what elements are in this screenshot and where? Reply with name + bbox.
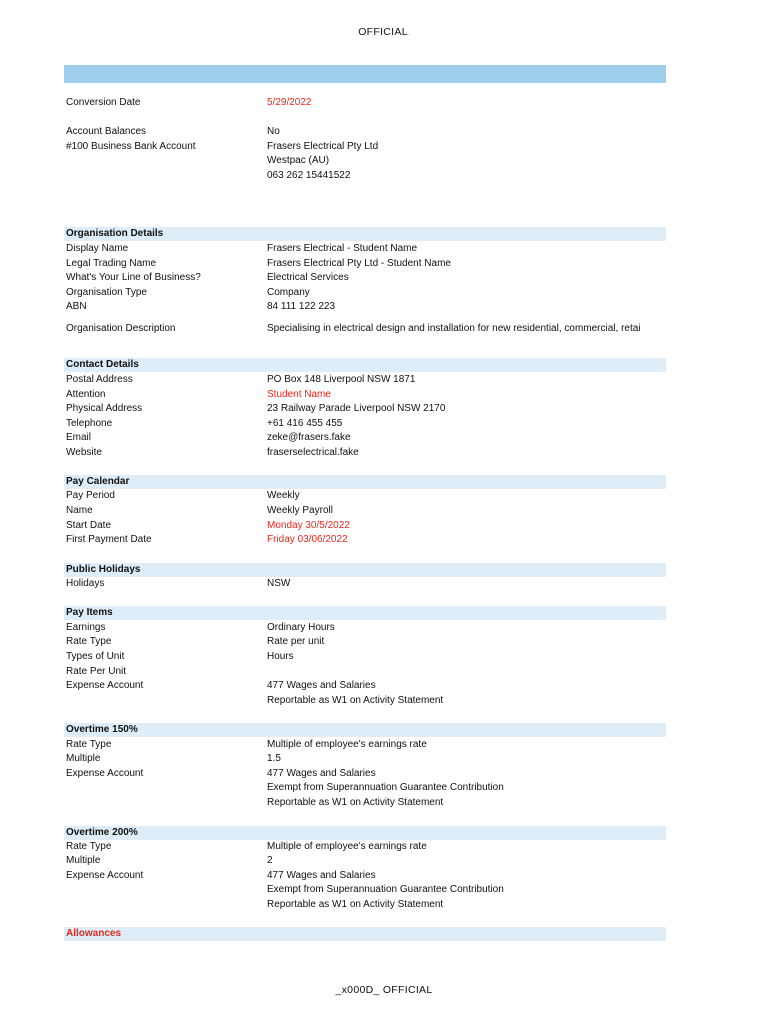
field-value: Reportable as W1 on Activity Statement — [267, 695, 444, 706]
section-header-row — [64, 826, 666, 840]
field-row — [64, 96, 768, 110]
field-value: 23 Railway Parade Liverpool NSW 2170 — [267, 403, 446, 414]
field-value: Multiple of employee's earnings rate — [267, 739, 427, 750]
field-label: Pay Period — [66, 490, 115, 501]
field-value: +61 416 455 455 — [267, 418, 343, 429]
field-label: First Payment Date — [66, 534, 152, 545]
section-title: Contact Details — [66, 359, 139, 370]
section-header-row — [64, 723, 666, 737]
field-value: 477 Wages and Salaries — [267, 768, 376, 779]
field-row — [64, 431, 768, 445]
field-value: Electrical Services — [267, 272, 349, 283]
field-row — [64, 322, 768, 336]
field-label: Organisation Type — [66, 287, 147, 298]
field-row — [64, 242, 768, 256]
field-label: Types of Unit — [66, 651, 125, 662]
field-label: Name — [66, 505, 93, 516]
section-title: Pay Calendar — [66, 476, 130, 487]
field-value: Weekly Payroll — [267, 505, 333, 516]
field-label: Rate Type — [66, 841, 112, 852]
field-row — [64, 388, 768, 402]
field-label: ABN — [66, 301, 87, 312]
field-value: Specialising in electrical design and installation for new residential, commercial, retai — [267, 323, 641, 334]
field-value: Frasers Electrical Pty Ltd - Student Name — [267, 258, 451, 269]
field-value: 84 111 122 223 — [267, 301, 336, 312]
field-value: Friday 03/06/2022 — [267, 534, 348, 545]
field-label: Telephone — [66, 418, 113, 429]
section-title: Overtime 200% — [66, 827, 138, 838]
section-title: Overtime 150% — [66, 724, 138, 735]
field-label: Rate Per Unit — [66, 666, 127, 677]
section-header-row — [64, 475, 666, 489]
field-value: Exempt from Superannuation Guarantee Contribution — [267, 884, 504, 895]
section-header-row — [64, 927, 666, 941]
field-value: Westpac (AU) — [267, 155, 330, 166]
section-title: Pay Items — [66, 607, 113, 618]
field-value: fraserselectrical.fake — [267, 447, 359, 458]
field-value: PO Box 148 Liverpool NSW 1871 — [267, 374, 416, 385]
section-header-row — [64, 563, 666, 577]
field-label: Account Balances — [66, 126, 147, 137]
field-row — [64, 621, 768, 635]
field-value: Ordinary Hours — [267, 622, 335, 633]
field-value: Weekly — [267, 490, 300, 501]
field-row — [64, 373, 768, 387]
field-value: Frasers Electrical Pty Ltd — [267, 141, 379, 152]
field-label: Multiple — [66, 753, 101, 764]
field-value: Reportable as W1 on Activity Statement — [267, 899, 444, 910]
field-row — [64, 300, 768, 314]
field-row — [64, 650, 768, 664]
field-row — [64, 140, 768, 154]
section-header-row — [64, 606, 666, 620]
field-row — [64, 417, 768, 431]
field-label: Holidays — [66, 578, 105, 589]
field-value: Student Name — [267, 389, 331, 400]
field-value: Company — [267, 287, 310, 298]
field-value: Hours — [267, 651, 294, 662]
field-label: Display Name — [66, 243, 129, 254]
field-row — [64, 869, 768, 883]
field-value: 477 Wages and Salaries — [267, 680, 376, 691]
field-label: Organisation Description — [66, 323, 176, 334]
section-header-row — [64, 227, 666, 241]
field-label: Start Date — [66, 520, 112, 531]
field-row — [64, 504, 768, 518]
field-row — [64, 883, 768, 897]
field-value: Multiple of employee's earnings rate — [267, 841, 427, 852]
field-value: zeke@frasers.fake — [267, 432, 351, 443]
section-header-row — [64, 358, 666, 372]
field-row — [64, 738, 768, 752]
title-band — [64, 65, 666, 83]
field-row — [64, 271, 768, 285]
field-label: Website — [66, 447, 102, 458]
field-value: Frasers Electrical - Student Name — [267, 243, 418, 254]
field-row — [64, 679, 768, 693]
field-row — [64, 489, 768, 503]
field-label: Email — [66, 432, 92, 443]
field-label: Conversion Date — [66, 97, 141, 108]
field-row — [64, 533, 768, 547]
field-row — [64, 840, 768, 854]
field-value: 2 — [267, 855, 273, 866]
field-value: No — [267, 126, 280, 137]
header-text: OFFICIAL — [358, 26, 408, 38]
field-row — [64, 665, 768, 679]
field-row — [64, 125, 768, 139]
field-row — [64, 154, 768, 168]
section-title: Allowances — [66, 928, 122, 939]
field-label: Expense Account — [66, 768, 144, 779]
field-row — [64, 898, 768, 912]
field-row — [64, 796, 768, 810]
field-value: Exempt from Superannuation Guarantee Contribution — [267, 782, 504, 793]
field-label: Attention — [66, 389, 106, 400]
field-row — [64, 169, 768, 183]
field-label: Legal Trading Name — [66, 258, 157, 269]
field-row — [64, 286, 768, 300]
field-label: Expense Account — [66, 870, 144, 881]
field-label: What's Your Line of Business? — [66, 272, 201, 283]
header-dot: . — [407, 31, 410, 37]
field-label: Rate Type — [66, 636, 112, 647]
field-label: Multiple — [66, 855, 101, 866]
field-label: Earnings — [66, 622, 106, 633]
field-value: Rate per unit — [267, 636, 325, 647]
field-row — [64, 402, 768, 416]
field-value: NSW — [267, 578, 291, 589]
field-row — [64, 446, 768, 460]
field-label: Postal Address — [66, 374, 133, 385]
field-value: 063 262 15441522 — [267, 170, 351, 181]
official-header — [0, 26, 768, 38]
field-row — [64, 257, 768, 271]
field-label: #100 Business Bank Account — [66, 141, 196, 152]
field-label: Rate Type — [66, 739, 112, 750]
field-row — [64, 752, 768, 766]
section-title: Public Holidays — [66, 564, 141, 575]
field-row — [64, 767, 768, 781]
field-value: 477 Wages and Salaries — [267, 870, 376, 881]
field-row — [64, 635, 768, 649]
field-row — [64, 519, 768, 533]
field-row — [64, 694, 768, 708]
field-row — [64, 577, 768, 591]
field-label: Physical Address — [66, 403, 143, 414]
field-value: Reportable as W1 on Activity Statement — [267, 797, 444, 808]
field-row — [64, 854, 768, 868]
section-title: Organisation Details — [66, 228, 164, 239]
official-footer: _x000D_ OFFICIAL — [335, 984, 433, 996]
field-value: 1.5 — [267, 753, 281, 764]
field-row — [64, 781, 768, 795]
field-value: Monday 30/5/2022 — [267, 520, 350, 531]
field-label: Expense Account — [66, 680, 144, 691]
field-value: 5/29/2022 — [267, 97, 312, 108]
